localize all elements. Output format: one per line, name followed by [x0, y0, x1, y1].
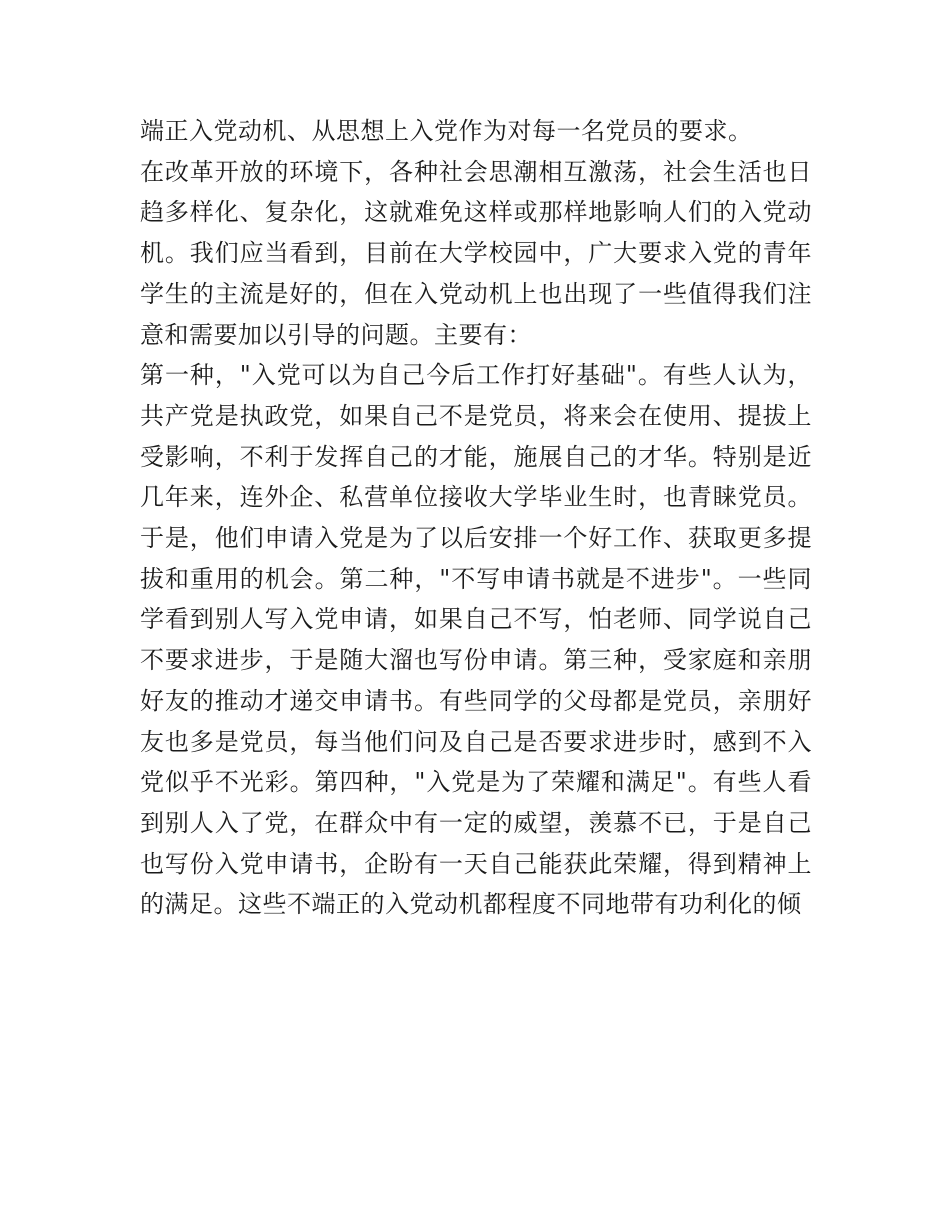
paragraph-motives: 第一种，"入党可以为自己今后工作打好基础"。有些人认为，共产党是执政党，如果自己不是党员，将来会在使用、提拔上受影响，不利于发挥自己的才能，施展自己的才华。特别是近几年来，连外企、私营单位接收大学毕业生时，也青睐党员。于是，他们申请入党是为了以后安排一个好工作、获取更多提拔和重用的机会。第二种，"不写申请书就是不进步"。一些同学看到别人写入党申请，如果自己不写，怕老师、同学说自己不要求进步，于是随大溜也写份申请。第三种，受家庭和亲朋好友的推动才递交申请书。有些同学的父母都是党员，亲朋好友也多是党员，每当他们问及自己是否要求进步时，感到不入党似乎不光彩。第四种，"入党是为了荣耀和满足"。有些人看到别人入了党，在群众中有一定的威望，羡慕不已，于是自己也写份入党申请书，企盼有一天自己能获此荣耀，得到精神上的满足。这些不端正的入党动机都程度不同地带有功利化的倾 [140, 361, 812, 919]
document-body [140, 111, 812, 925]
paragraph-context: 在改革开放的环境下，各种社会思潮相互激荡，社会生活也日趋多样化、复杂化，这就难免这样或那样地影响人们的入党动机。我们应当看到，目前在大学校园中，广大要求入党的青年学生的主流是好的，但在入党动机上也出现了一些值得我们注意和需要加以引导的问题。主要有： [140, 157, 812, 349]
paragraph-intro: 端正入党动机、从思想上入党作为对每一名党员的要求。 [140, 117, 753, 145]
